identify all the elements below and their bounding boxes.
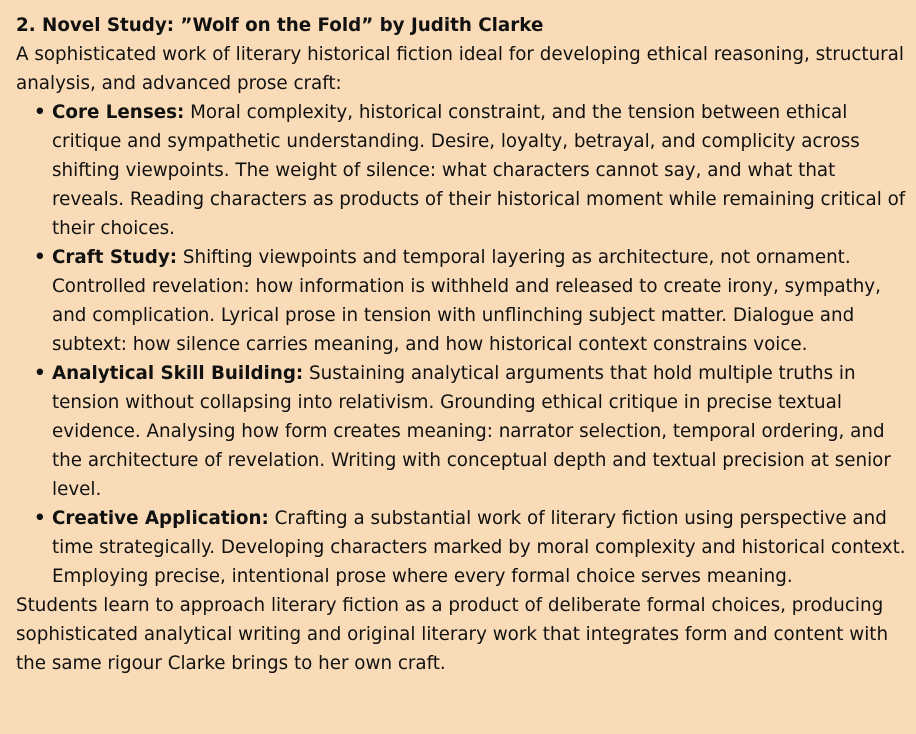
bullet-icon: • bbox=[34, 102, 46, 123]
item-term: Core Lenses: bbox=[52, 102, 185, 123]
item-term: Analytical Skill Building: bbox=[52, 363, 304, 384]
bullet-icon: • bbox=[34, 363, 46, 384]
intro-paragraph: A sophisticated work of literary historical fiction ideal for developing ethical reasoning, structural analysis, and advanced prose craft: bbox=[16, 44, 904, 94]
conclusion-paragraph: Students learn to approach literary fiction as a product of deliberate formal choices, producing sophisticated analytical writing and original literary work that integrates form and content with the same rigour Clarke brings to her own craft. bbox=[16, 595, 889, 674]
item-text: Moral complexity, historical constraint, and the tension between ethical critique and sympathetic understanding. Desire, loyalty, betrayal, and complicity across shifting viewpoints. The weight of silence: what characters cannot say, and what that reveals. Reading characters as products of their historical moment while remaining critical of their choices. bbox=[52, 102, 906, 239]
section-heading: 2. Novel Study: ”Wolf on the Fold” by Judith Clarke bbox=[16, 15, 544, 36]
list-item-analytical-skill-building bbox=[34, 359, 908, 504]
bullet-list bbox=[16, 98, 908, 591]
bullet-icon: • bbox=[34, 247, 46, 268]
item-term: Creative Application: bbox=[52, 508, 269, 529]
item-text: Crafting a substantial work of literary fiction using perspective and time strategically. Developing characters marked by moral complexity and historical context. Employing precise, intentional prose where every formal choice serves meaning. bbox=[52, 508, 906, 587]
item-term: Craft Study: bbox=[52, 247, 178, 268]
list-item-creative-application bbox=[34, 504, 908, 591]
bullet-icon: • bbox=[34, 508, 46, 529]
list-item-core-lenses bbox=[34, 98, 908, 243]
list-item-craft-study bbox=[34, 243, 908, 359]
item-text: Shifting viewpoints and temporal layering as architecture, not ornament. Controlled revelation: how information is withheld and released to create irony, sympathy, and complication. Lyrical prose in tension with unflinching subject matter. Dialogue and subtext: how silence carries meaning, and how historical context constrains voice. bbox=[52, 247, 881, 355]
item-text: Sustaining analytical arguments that hold multiple truths in tension without collapsing into relativism. Grounding ethical critique in precise textual evidence. Analysing how form creates meaning: narrator selection, temporal ordering, and the architecture of revelation. Writing with conceptual depth and textual precision at senior level. bbox=[52, 363, 891, 500]
